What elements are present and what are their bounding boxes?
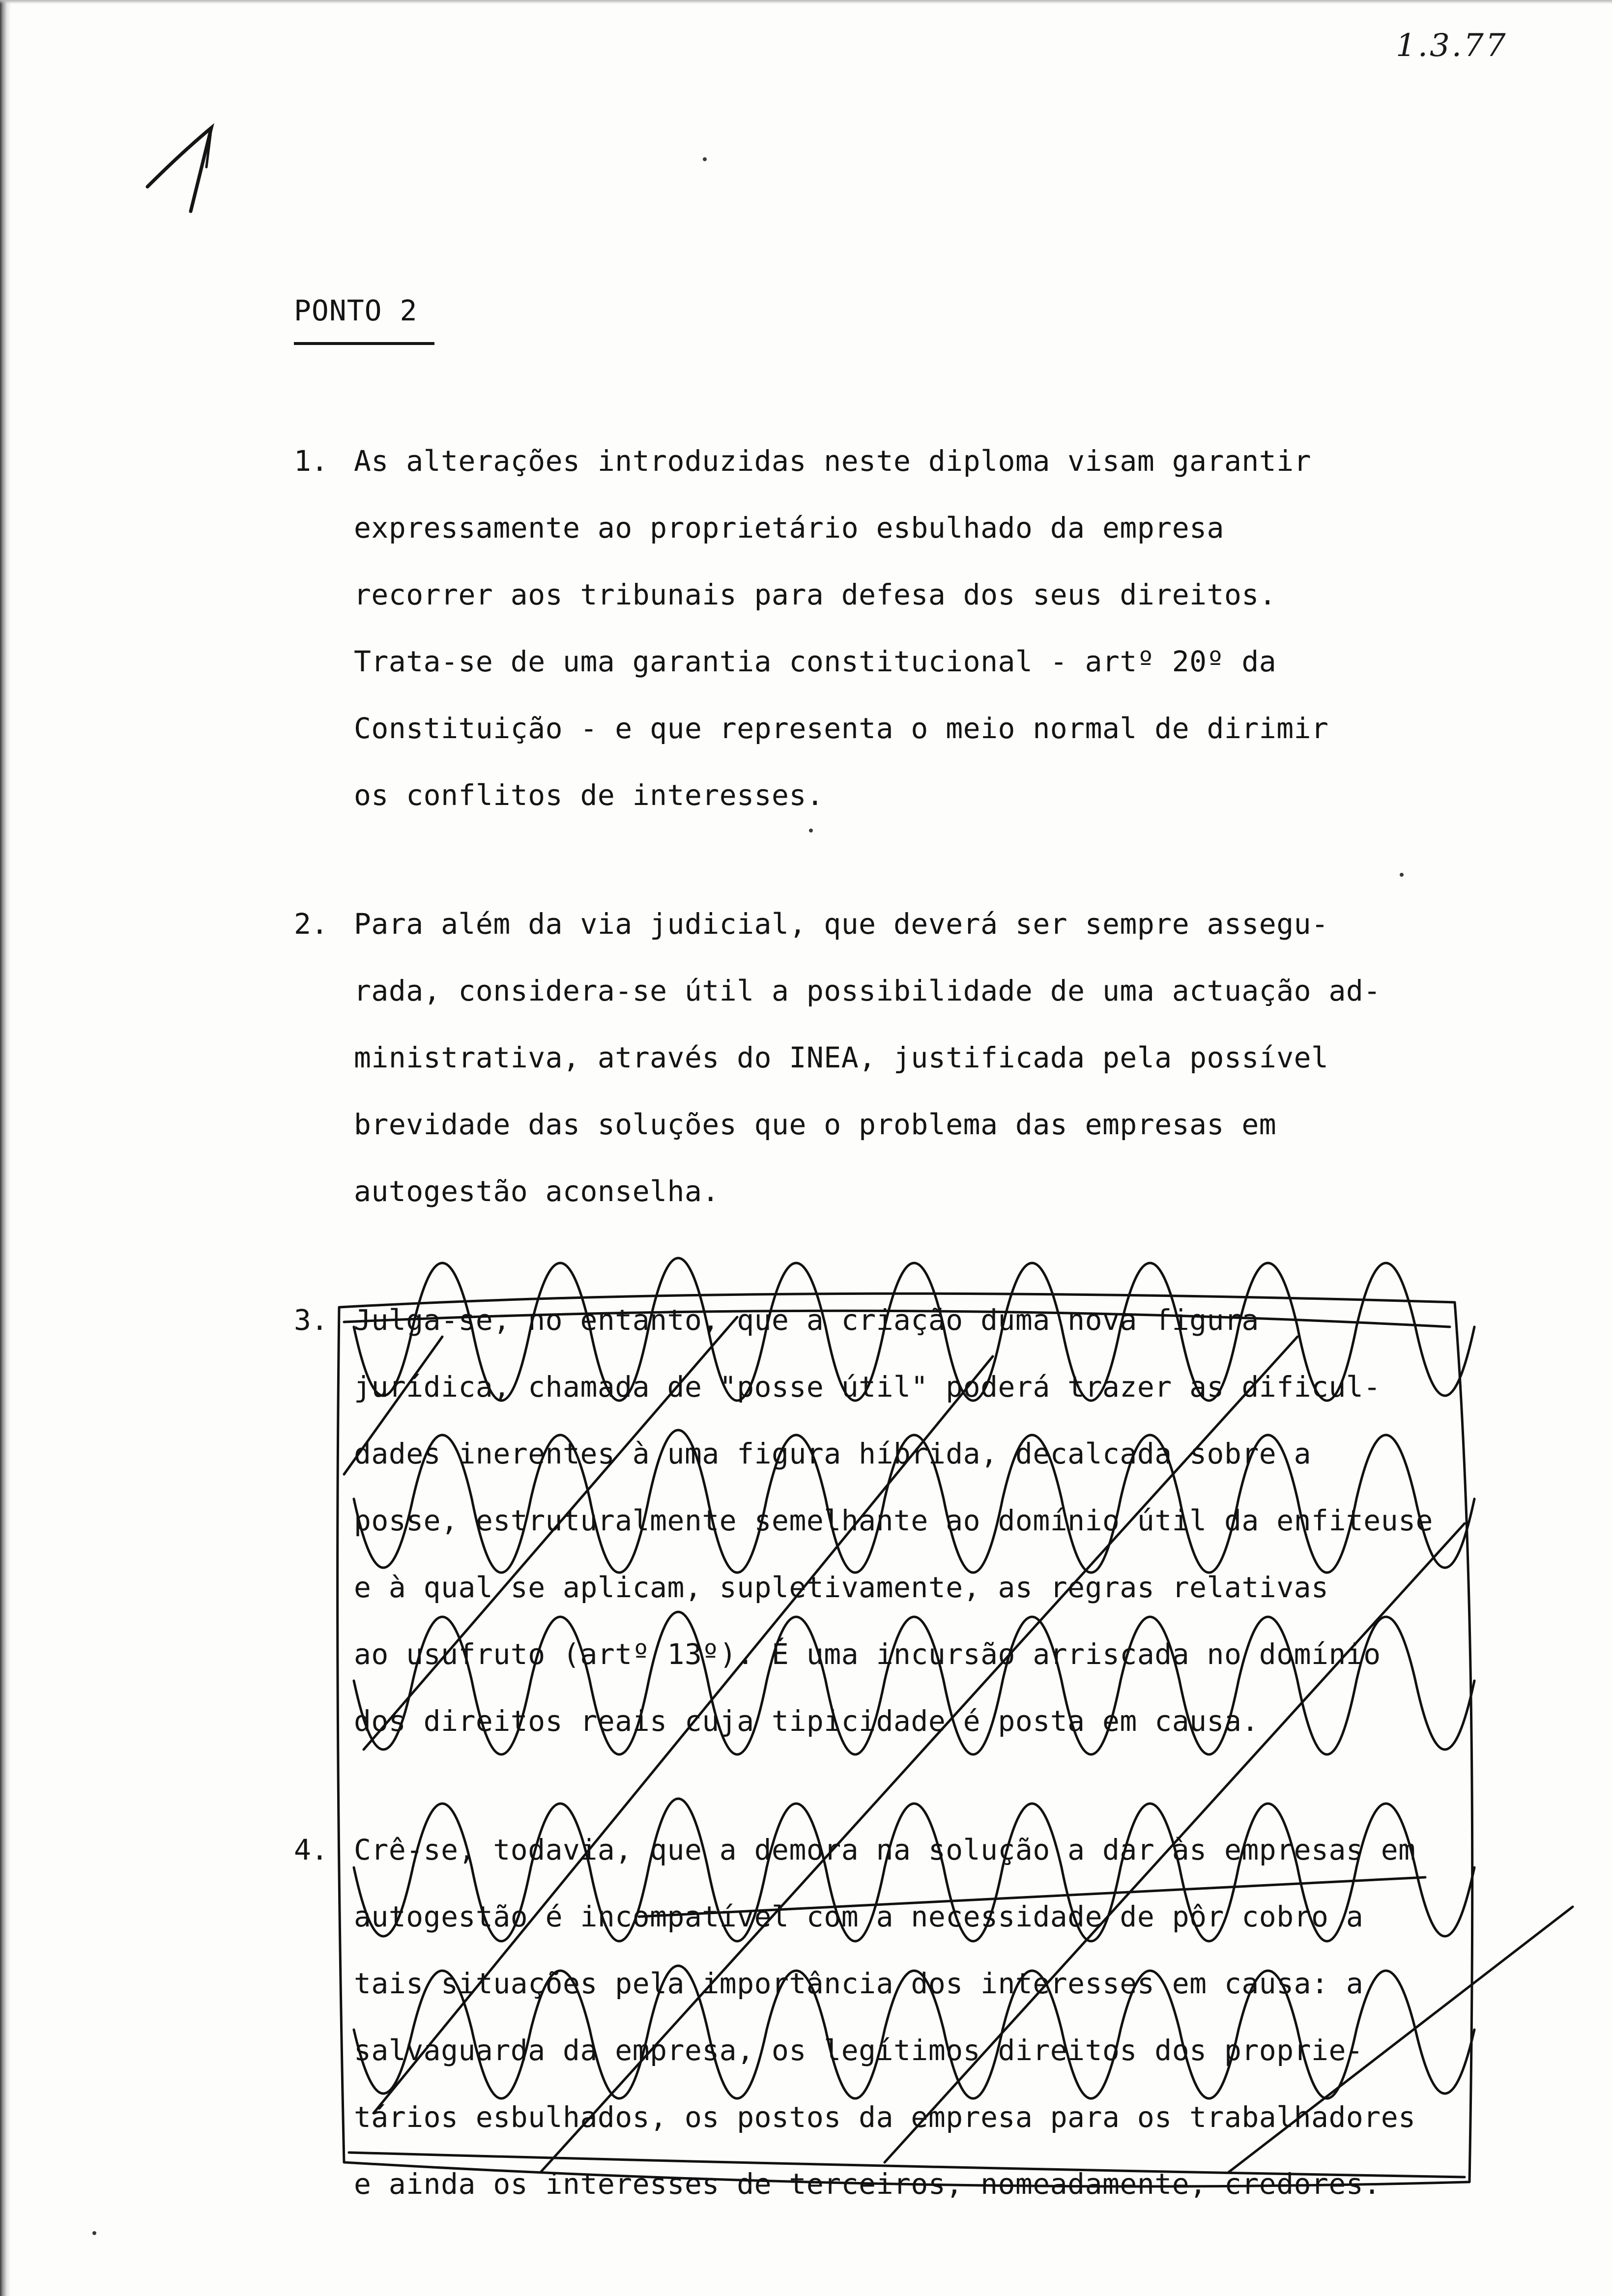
text-line: Julga-se, no entanto, que a criação duma nova figura (354, 1303, 1259, 1337)
text-line: Trata-se de uma garantia constitucional - artº 20º da (354, 645, 1277, 678)
paragraph-number: 3. (294, 1303, 328, 1337)
paragraph-number: 1. (294, 444, 328, 478)
text-line: Crê-se, todavia, que a demora na solução a dar às empresas em (354, 1833, 1416, 1866)
text-line: autogestão é incompatível com a necessidade de pôr cobro a (354, 1900, 1364, 1933)
paragraph-text (354, 428, 1573, 829)
text-line: dos direitos reais cuja tipicidade é posta em causa. (354, 1704, 1259, 1738)
text-line: Constituição - e que representa o meio normal de dirimir (354, 712, 1329, 745)
text-line: tários esbulhados, os postos da empresa para os trabalhadores (354, 2100, 1416, 2134)
paragraph-text (354, 1287, 1573, 1754)
scan-speck (1400, 873, 1404, 877)
text-line: As alterações introduzidas neste diploma visam garantir (354, 444, 1312, 478)
scan-top-edge (0, 0, 1612, 4)
text-line: rada, considera-se útil a possibilidade de uma actuação ad- (354, 974, 1381, 1007)
paragraph-text (354, 1816, 1573, 2217)
paragraph-number: 4. (294, 1833, 328, 1866)
text-line: ministrativa, através do INEA, justificada pela possível (354, 1041, 1329, 1074)
heading-underline (294, 342, 434, 345)
paragraph-text (354, 890, 1573, 1225)
text-line: Para além da via judicial, que deverá ser sempre assegu- (354, 907, 1329, 941)
text-line: expressamente ao proprietário esbulhado da empresa (354, 511, 1224, 545)
text-line: ao usufruto (artº 13º). É uma incursão arriscada no domínio (354, 1637, 1381, 1671)
handwritten-margin-mark (138, 108, 236, 216)
paragraph-number: 2. (294, 907, 328, 941)
scan-binding-edge (0, 0, 11, 2296)
text-line: salvaguarda da empresa, os legítimos direitos dos proprie- (354, 2034, 1364, 2067)
text-line: os conflitos de interesses. (354, 778, 824, 812)
section-heading: PONTO 2 (294, 294, 418, 327)
text-line: dades inerentes à uma figura híbrida, decalcada sobre a (354, 1437, 1312, 1470)
scan-speck (92, 2231, 96, 2235)
text-line: recorrer aos tribunais para defesa dos seus direitos. (354, 578, 1277, 611)
text-line: posse, estruturalmente semelhante ao domínio útil da enfiteuse (354, 1504, 1433, 1537)
scan-speck (703, 157, 707, 161)
text-line: brevidade das soluções que o problema das empresas em (354, 1108, 1277, 1141)
text-line: autogestão aconselha. (354, 1175, 720, 1208)
scan-speck (809, 829, 813, 832)
text-line: tais situações pela importância dos interesses em causa: a (354, 1967, 1364, 2000)
text-line: jurídica, chamada de "posse útil" poderá trazer as dificul- (354, 1370, 1381, 1404)
handwritten-reference-note: 1.3.77 (1396, 28, 1508, 64)
text-line: e ainda os interesses de terceiros, nomeadamente, credores. (354, 2167, 1381, 2201)
text-line: e à qual se aplicam, supletivamente, as regras relativas (354, 1571, 1329, 1604)
